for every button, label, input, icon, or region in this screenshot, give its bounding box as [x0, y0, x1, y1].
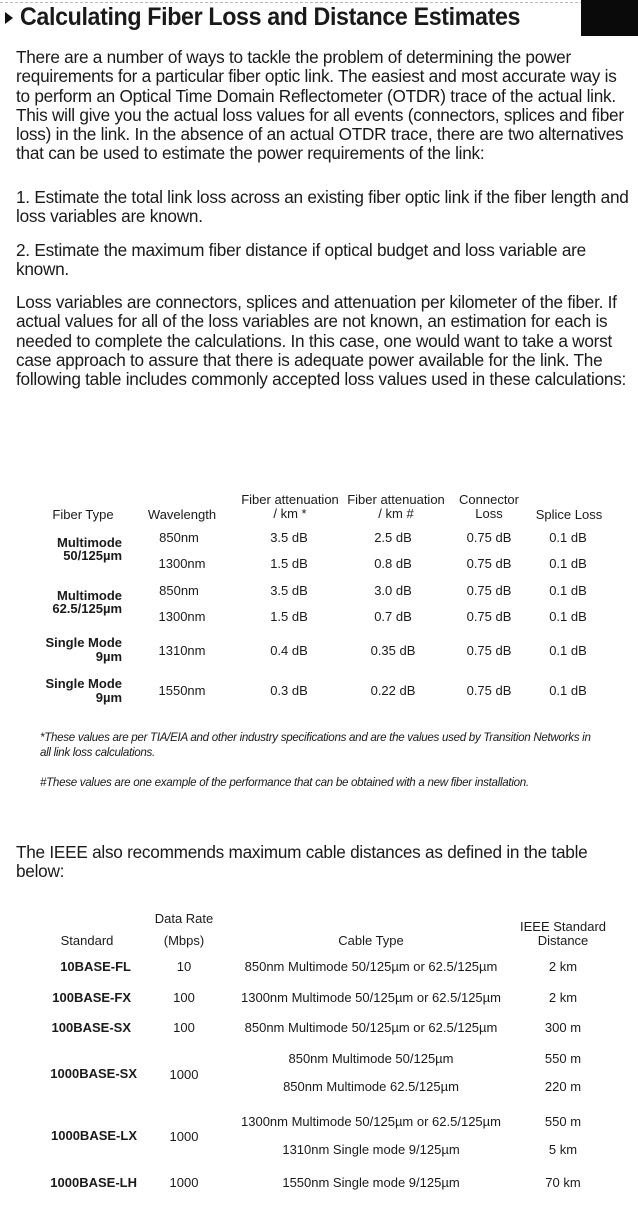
- table-cell-distance: 2 km: [548, 959, 578, 974]
- header-attenuation-2-unit: / km #: [378, 506, 414, 521]
- table-cell-rate: 10: [176, 959, 192, 974]
- table-cell-connector: 0.75 dB: [466, 583, 512, 598]
- table-cell-splice: 0.1 dB: [549, 583, 587, 598]
- table-cell-wavelength: 1310nm: [158, 643, 206, 658]
- table-cell-cable: 850nm Multimode 50/125µm or 62.5/125µm: [244, 1020, 498, 1035]
- table-cell-wavelength: 850nm: [159, 583, 199, 598]
- table-cell-att1: 1.5 dB: [270, 609, 308, 624]
- header-wavelength: Wavelength: [147, 507, 217, 522]
- table-cell-splice: 0.1 dB: [549, 609, 587, 624]
- table-cell-distance: 2 km: [548, 990, 578, 1005]
- table-cell-cable: 1310nm Single mode 9/125µm: [282, 1142, 460, 1157]
- table-cell-rate: 100: [173, 990, 195, 1005]
- header-attenuation-2: Fiber attenuation: [347, 492, 445, 507]
- fiber-type-multimode-50-size: 50/125µm: [63, 548, 122, 563]
- table-cell-distance: 550 m: [544, 1051, 582, 1066]
- loss-paragraph: Loss variables are connectors, splices and attenuation per kilometer of the fiber. If actual values for all of the loss variables are not known, an estimation for each is needed to complete the calculations. In this case, one would want to take a worst case approach to assure that there is adequate power available for the link. The following table includes commonly accepted loss values used in these calculations:: [16, 292, 627, 390]
- table-cell-standard: 100BASE-FX: [52, 990, 131, 1005]
- table-cell-att1: 0.4 dB: [270, 643, 308, 658]
- table-cell-att2: 0.35 dB: [370, 643, 416, 658]
- fiber-type-multimode-62: Multimode: [57, 588, 122, 603]
- table-cell-att2: 2.5 dB: [374, 530, 412, 545]
- header-attenuation-1-unit: / km *: [273, 506, 307, 521]
- fiber-type-singlemode-1550-size: 9µm: [95, 690, 122, 705]
- table-cell-distance: 300 m: [544, 1020, 582, 1035]
- header-data-rate-unit: (Mbps): [163, 933, 205, 948]
- header-data-rate: Data Rate: [154, 911, 214, 926]
- table-cell-splice: 0.1 dB: [549, 683, 587, 698]
- header-connector-loss-2: Loss: [475, 506, 503, 521]
- header-cable-type: Cable Type: [338, 933, 404, 948]
- footnote-star: *These values are per TIA/EIA and other industry specifications and are the values used by Transition Networks in all link loss calculations.: [40, 731, 591, 759]
- header-standard: Standard: [60, 933, 114, 948]
- table-cell-splice: 0.1 dB: [549, 643, 587, 658]
- list-item-1: 1. Estimate the total link loss across an existing fiber optic link if the fiber length and loss variables are known.: [16, 187, 629, 227]
- table-cell-rate: 1000: [169, 1067, 199, 1082]
- table-cell-splice: 0.1 dB: [549, 530, 587, 545]
- table-cell-rate: 1000: [169, 1129, 199, 1144]
- table-cell-wavelength: 1300nm: [158, 556, 206, 571]
- fiber-type-singlemode-1550: Single Mode: [45, 676, 122, 691]
- table-cell-att2: 0.22 dB: [370, 683, 416, 698]
- footnote-hash: #These values are one example of the performance that can be obtained with a new fiber installation.: [40, 776, 529, 789]
- table-cell-cable: 850nm Multimode 50/125µm or 62.5/125µm: [244, 959, 498, 974]
- fiber-type-singlemode-1310: Single Mode: [45, 635, 122, 650]
- list-item-2: 2. Estimate the maximum fiber distance if optical budget and loss variable are known.: [16, 240, 586, 280]
- page-title: Calculating Fiber Loss and Distance Estimates: [20, 3, 521, 31]
- table-cell-standard: 10BASE-FL: [60, 959, 131, 974]
- table-cell-connector: 0.75 dB: [466, 683, 512, 698]
- table-cell-cable: 1300nm Multimode 50/125µm or 62.5/125µm: [241, 1114, 501, 1129]
- fiber-type-multimode-50: Multimode: [57, 535, 122, 550]
- table-cell-connector: 0.75 dB: [466, 609, 512, 624]
- intro-paragraph: There are a number of ways to tackle the problem of determining the power requirements for a particular fiber optic link. The easiest and most accurate way is to perform an Optical Time Domain Reflectometer (OTDR) trace of the actual link. This will give you the actual loss values for all events (connectors, splices and fiber loss) in the link. In the absence of an actual OTDR trace, there are two alternatives that can be used to estimate the power requirements of the link:: [16, 47, 624, 164]
- table-cell-splice: 0.1 dB: [549, 556, 587, 571]
- table-cell-att1: 3.5 dB: [270, 530, 308, 545]
- table-cell-standard: 1000BASE-LH: [50, 1175, 137, 1190]
- table-cell-cable: 850nm Multimode 62.5/125µm: [283, 1079, 459, 1094]
- header-fiber-type: Fiber Type: [52, 507, 114, 522]
- table-cell-cable: 1300nm Multimode 50/125µm or 62.5/125µm: [241, 990, 501, 1005]
- table-cell-att2: 3.0 dB: [374, 583, 412, 598]
- header-splice-loss: Splice Loss: [535, 507, 603, 522]
- table-cell-att1: 1.5 dB: [270, 556, 308, 571]
- table-cell-att1: 0.3 dB: [270, 683, 308, 698]
- table-cell-cable: 850nm Multimode 50/125µm: [288, 1051, 454, 1066]
- table-cell-distance: 5 km: [548, 1142, 578, 1157]
- table-cell-connector: 0.75 dB: [466, 530, 512, 545]
- table-cell-wavelength: 850nm: [159, 530, 199, 545]
- header-ieee-distance-2: Distance: [537, 933, 589, 948]
- ieee-paragraph: The IEEE also recommends maximum cable distances as defined in the table below:: [16, 842, 588, 882]
- table-cell-distance: 70 km: [545, 1175, 581, 1190]
- fiber-type-singlemode-1310-size: 9µm: [95, 649, 122, 664]
- table-cell-distance: 220 m: [544, 1079, 582, 1094]
- table-cell-wavelength: 1550nm: [158, 683, 206, 698]
- table-cell-standard: 100BASE-SX: [51, 1020, 131, 1035]
- table-cell-connector: 0.75 dB: [466, 643, 512, 658]
- table-cell-standard: 1000BASE-LX: [51, 1128, 137, 1143]
- table-cell-att2: 0.7 dB: [374, 609, 412, 624]
- table-cell-wavelength: 1300nm: [158, 609, 206, 624]
- fiber-type-multimode-62-size: 62.5/125µm: [52, 601, 122, 616]
- header-attenuation-1: Fiber attenuation: [241, 492, 339, 507]
- header-ieee-distance: IEEE Standard: [520, 919, 606, 934]
- table-cell-rate: 1000: [169, 1175, 199, 1190]
- table-cell-cable: 1550nm Single mode 9/125µm: [282, 1175, 460, 1190]
- header-connector-loss: Connector: [459, 492, 519, 507]
- table-cell-att2: 0.8 dB: [374, 556, 412, 571]
- table-cell-distance: 550 m: [544, 1114, 582, 1129]
- table-cell-att1: 3.5 dB: [270, 583, 308, 598]
- table-cell-connector: 0.75 dB: [466, 556, 512, 571]
- table-cell-rate: 100: [173, 1020, 195, 1035]
- table-cell-standard: 1000BASE-SX: [50, 1066, 137, 1081]
